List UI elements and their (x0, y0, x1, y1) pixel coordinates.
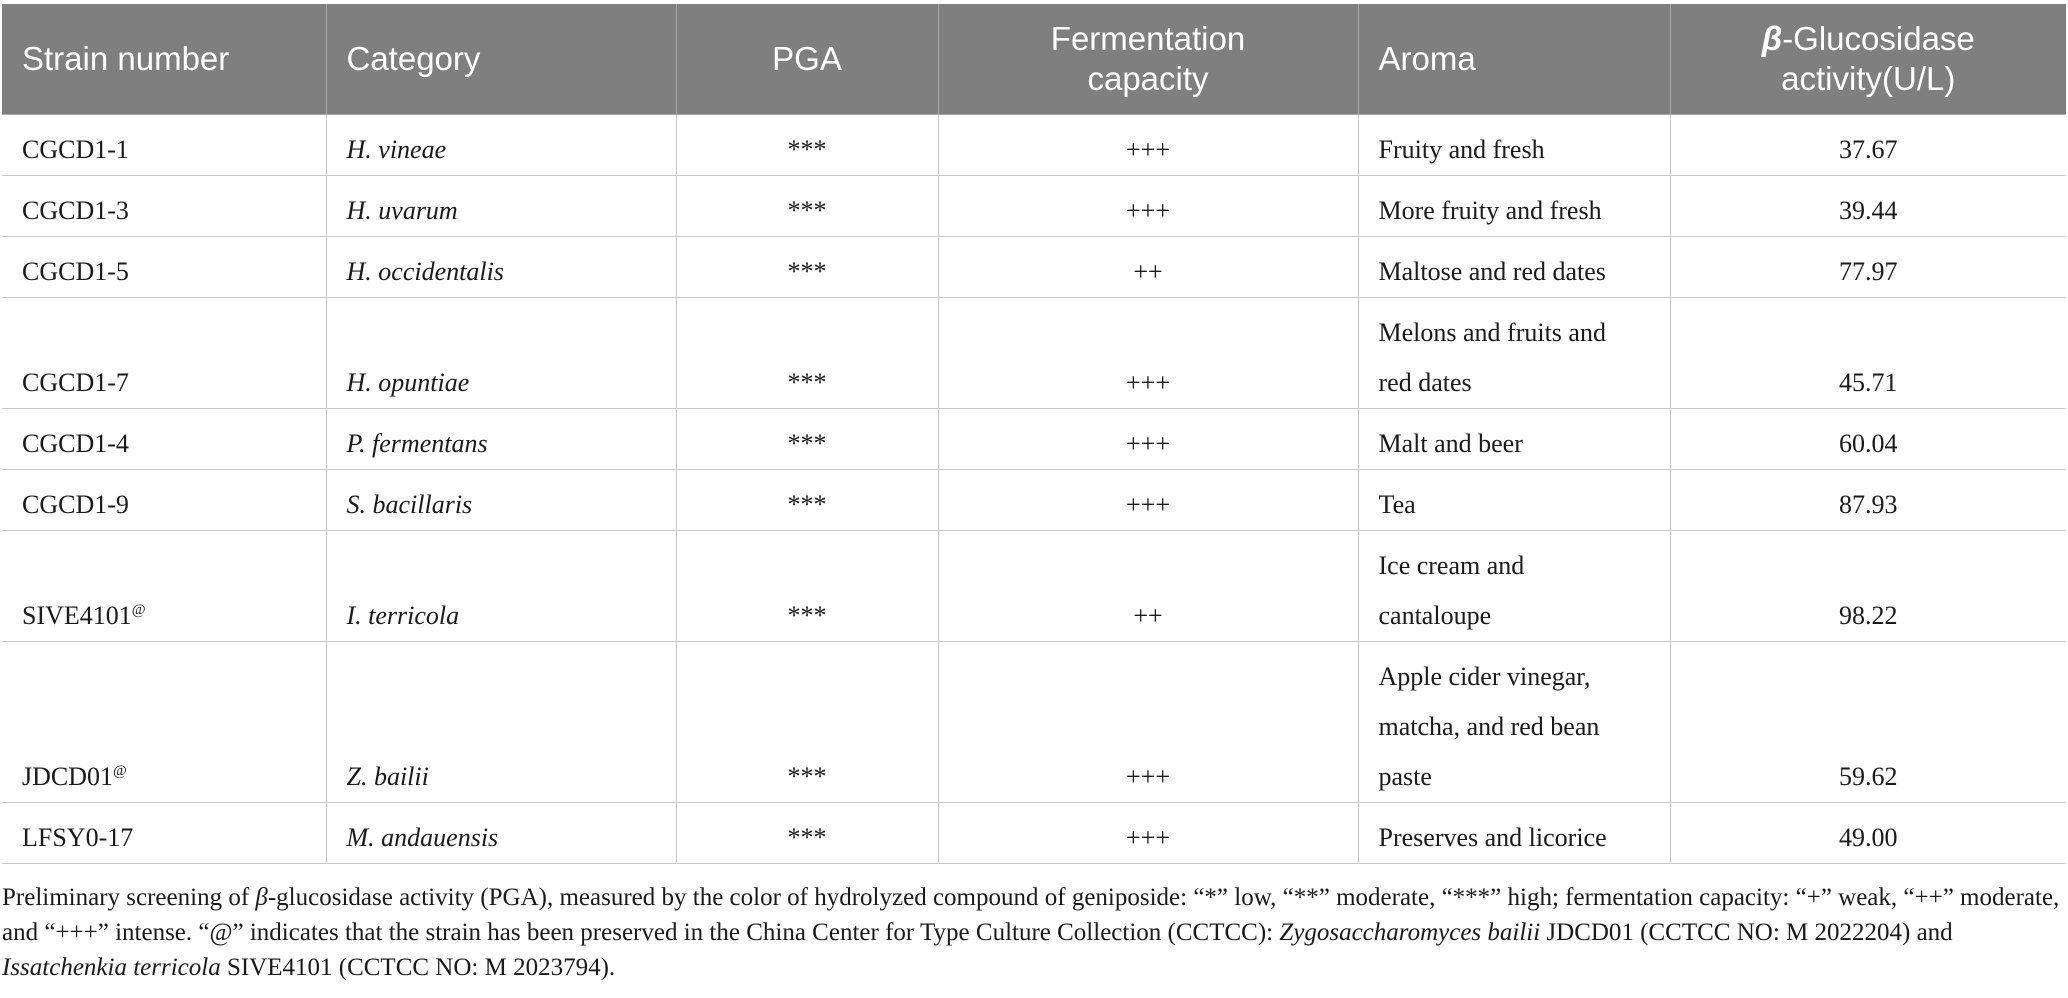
cell-glucosidase-activity: 39.44 (1670, 176, 2066, 237)
header-category: Category (326, 4, 676, 115)
cell-glucosidase-activity: 37.67 (1670, 115, 2066, 176)
header-pga: PGA (676, 4, 938, 115)
cell-pga: *** (676, 531, 938, 642)
cell-pga: *** (676, 298, 938, 409)
table-row (2, 409, 2066, 470)
cell-fermentation-capacity: ++ (938, 531, 1358, 642)
table-row (2, 531, 2066, 642)
cell-strain-number (2, 531, 326, 642)
cell-aroma (1358, 642, 1670, 803)
cell-category: M. andauensis (326, 803, 676, 864)
aroma-line: Preserves and licorice (1378, 823, 1607, 852)
aroma-line: Malt and beer (1378, 429, 1523, 458)
cell-aroma (1358, 470, 1670, 531)
strain-number-text: CGCD1-5 (22, 257, 129, 286)
cell-fermentation-capacity: +++ (938, 409, 1358, 470)
cell-aroma (1358, 409, 1670, 470)
cell-fermentation-capacity: +++ (938, 298, 1358, 409)
cell-glucosidase-activity: 77.97 (1670, 237, 2066, 298)
table-row (2, 298, 2066, 409)
aroma-line: red dates (1378, 368, 1472, 397)
cell-strain-number (2, 176, 326, 237)
cell-pga: *** (676, 409, 938, 470)
cell-pga: *** (676, 470, 938, 531)
cell-fermentation-capacity: +++ (938, 176, 1358, 237)
aroma-line: More fruity and fresh (1378, 196, 1602, 225)
cell-aroma (1358, 531, 1670, 642)
aroma-line: paste (1378, 762, 1432, 791)
cell-pga: *** (676, 176, 938, 237)
cell-pga: *** (676, 115, 938, 176)
table-row (2, 470, 2066, 531)
aroma-line: cantaloupe (1378, 601, 1492, 630)
aroma-line: matcha, and red bean (1378, 712, 1600, 741)
cell-strain-number (2, 470, 326, 531)
cell-aroma (1358, 803, 1670, 864)
table-row (2, 237, 2066, 298)
cell-strain-number (2, 298, 326, 409)
header-row (2, 4, 2066, 115)
cell-glucosidase-activity: 45.71 (1670, 298, 2066, 409)
strain-number-text: CGCD1-9 (22, 490, 129, 519)
cell-fermentation-capacity: +++ (938, 470, 1358, 531)
strain-table (2, 4, 2066, 864)
strain-preserved-marker: @ (113, 763, 127, 779)
strain-number-text: CGCD1-4 (22, 429, 129, 458)
cell-fermentation-capacity: +++ (938, 803, 1358, 864)
cell-strain-number (2, 642, 326, 803)
cell-glucosidase-activity: 60.04 (1670, 409, 2066, 470)
cell-pga: *** (676, 237, 938, 298)
cell-category: H. vineae (326, 115, 676, 176)
cell-category: Z. bailii (326, 642, 676, 803)
strain-number-text: SIVE4101 (22, 601, 132, 630)
header-strain-number: Strain number (2, 4, 326, 115)
aroma-line: Apple cider vinegar, (1378, 662, 1591, 691)
aroma-line: Maltose and red dates (1378, 257, 1606, 286)
table-row (2, 642, 2066, 803)
cell-glucosidase-activity: 49.00 (1670, 803, 2066, 864)
cell-strain-number (2, 409, 326, 470)
cell-category: H. uvarum (326, 176, 676, 237)
cell-glucosidase-activity: 98.22 (1670, 531, 2066, 642)
strain-number-text: JDCD01 (22, 762, 114, 791)
cell-category: H. occidentalis (326, 237, 676, 298)
table-footnote: Preliminary screening of β-glucosidase activity (PGA), measured by the color of hydrolyzed compound of geniposide: “*” low, “**” moderate, “***” high; fermentation capacity: “+” weak, “++” moderate, and “+++” intense. “@” indicates that the strain has been preserved in the China Center for Type Culture Collection (CCTCC): Zygosaccharomyces bailii JDCD01 (CCTCC NO: M 2022204) and Issatchenkia terricola SIVE4101 (CCTCC NO: M 2023794). (2, 884, 2060, 981)
table-row (2, 115, 2066, 176)
cell-aroma (1358, 298, 1670, 409)
cell-strain-number (2, 115, 326, 176)
strain-number-text: LFSY0-17 (22, 823, 134, 852)
cell-pga: *** (676, 803, 938, 864)
cell-aroma (1358, 115, 1670, 176)
cell-category: S. bacillaris (326, 470, 676, 531)
cell-fermentation-capacity: ++ (938, 237, 1358, 298)
aroma-line: Ice cream and (1378, 551, 1525, 580)
cell-category: H. opuntiae (326, 298, 676, 409)
cell-fermentation-capacity: +++ (938, 642, 1358, 803)
cell-strain-number (2, 237, 326, 298)
aroma-line: Fruity and fresh (1378, 135, 1545, 164)
cell-glucosidase-activity: 87.93 (1670, 470, 2066, 531)
aroma-line: Tea (1378, 490, 1416, 519)
cell-category: I. terricola (326, 531, 676, 642)
cell-aroma (1358, 237, 1670, 298)
strain-number-text: CGCD1-7 (22, 368, 129, 397)
strain-number-text: CGCD1-3 (22, 196, 129, 225)
header-fermentation-capacity: Fermentation capacity (938, 4, 1358, 115)
header-glucosidase-activity: β-Glucosidase activity(U/L) (1670, 4, 2066, 115)
cell-pga: *** (676, 642, 938, 803)
cell-aroma (1358, 176, 1670, 237)
aroma-line: Melons and fruits and (1378, 318, 1606, 347)
strain-number-text: CGCD1-1 (22, 135, 129, 164)
cell-fermentation-capacity: +++ (938, 115, 1358, 176)
strain-preserved-marker: @ (131, 602, 146, 618)
cell-strain-number (2, 803, 326, 864)
table-row (2, 803, 2066, 864)
header-aroma: Aroma (1358, 4, 1670, 115)
table-row (2, 176, 2066, 237)
cell-category: P. fermentans (326, 409, 676, 470)
cell-glucosidase-activity: 59.62 (1670, 642, 2066, 803)
